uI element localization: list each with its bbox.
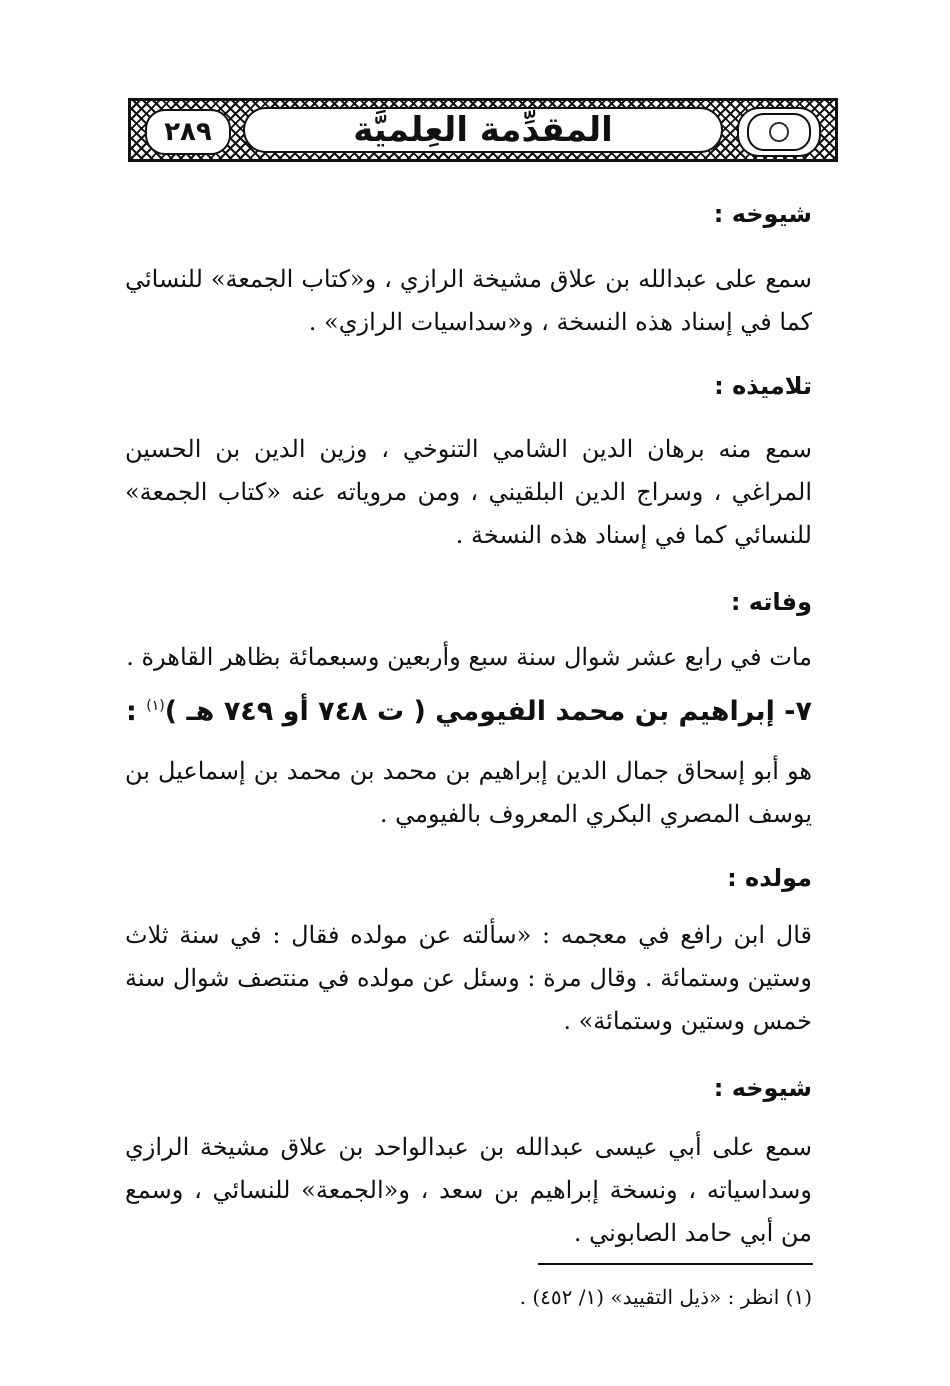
page-number-frame [145,109,231,155]
page-number: ٢٨٩ [164,117,212,147]
emblem-frame [737,107,821,157]
header-title-frame [243,107,723,153]
section-heading-mawlid: مولده : [727,864,812,892]
publisher-emblem-icon [747,113,811,151]
entry-title-text: ٧- إبراهيم بن محمد الفيومي ( ت ٧٤٨ أو ٧٤٩ هـ ) [164,696,812,727]
section-text-shuyukh: سمع على عبدالله بن علاق مشيخة الرازي ، و«كتاب الجمعة» للنسائي كما في إسناد هذه النسخة ، و«سداسيات الرازي» . [125,265,812,336]
footnote-ref: (١) [146,698,165,714]
section-text-wafat: مات في رابع عشر شوال سنة سبع وأربعين وسبعمائة بظاهر القاهرة . [126,643,812,671]
entry-title [126,696,812,727]
footnote-divider [538,1263,813,1265]
header-title: المقدِّمة العِلميَّة [353,110,613,150]
page-header [128,98,838,162]
entry-title-end: : [126,696,147,727]
footnote: (١) انظر : «ذيل التقييد» (١/ ٤٥٢) . [519,1285,812,1309]
section-heading-talamidh: تلاميذه : [714,372,812,400]
section-heading-wafat: وفاته : [730,588,812,616]
section-text-talamidh: سمع منه برهان الدين الشامي التنوخي ، وزين الدين بن الحسين المراغي ، وسراج الدين البلقيني ، ومن مروياته عنه «كتاب الجمعة» للنسائي كما في إسناد هذه النسخة . [125,435,812,549]
section-text-shuyukh-2: سمع على أبي عيسى عبدالله بن عبدالواحد بن علاق مشيخة الرازي وسداسياته ، ونسخة إبراهيم بن سعد ، و«الجمعة» للنسائي ، وسمع من أبي حامد الصابوني . [125,1133,812,1247]
entry-intro: هو أبو إسحاق جمال الدين إبراهيم بن محمد بن محمد بن إسماعيل بن يوسف المصري البكري المعروف بالفيومي . [125,757,812,828]
section-text-mawlid: قال ابن رافع في معجمه : «سألته عن مولده فقال : في سنة ثلاث وستين وستمائة . وقال مرة : وسئل عن مولده في منتصف شوال سنة خمس وستين وستمائة» . [125,921,812,1035]
section-heading-shuyukh-2: شيوخه : [713,1074,812,1102]
section-heading-shuyukh: شيوخه : [713,200,812,228]
